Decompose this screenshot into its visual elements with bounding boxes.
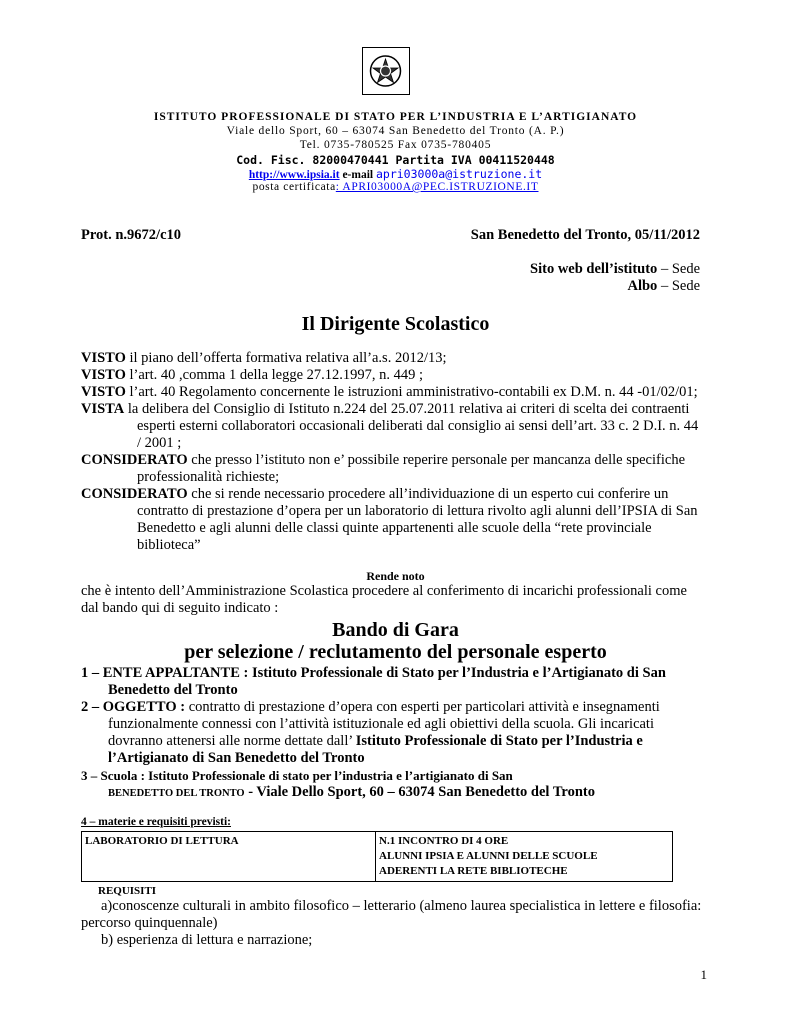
item-ente: 1 – ENTE APPALTANTE : Istituto Professionale di Stato per l’Industria e l’Artigianato di San [81,665,666,681]
item-ente-continuation: Benedetto del Tronto [108,682,238,698]
fiscal-code: Cod. Fisc. 82000470441 Partita IVA 00411520448 [236,153,555,167]
materie-table [81,831,673,882]
recipient-website: Sito web dell’istituto – Sede [530,261,700,277]
requisito-continuation: percorso quinquennale) [81,915,218,931]
institute-phone: Tel. 0735-780525 Fax 0735-780405 [299,139,492,151]
website-link[interactable]: http://www.ipsia.it [248,169,340,181]
item-oggetto: 2 – OGGETTO : contratto di prestazione d’opera con esperti per particolari attività e insegnamenti [81,699,660,715]
considerato-continuation: biblioteca” [137,537,201,553]
protocol-number: Prot. n.9672/c10 [81,227,182,243]
premise-line: VISTO il piano dell’offerta formativa relativa all’a.s. 2012/13; [81,350,447,366]
contact-line [0,167,791,181]
requisiti-label: REQUISITI [98,885,157,897]
requisito-line: a)conoscenze culturali in ambito filosofico – letterario (almeno laurea specialistica in lettere e filosofia: [101,898,702,914]
considerato-continuation: contratto di prestazione d’opera per un laboratorio di lettura rivolto agli alunni dell’IPSIA di San [137,503,698,519]
premise-continuation: esperti esterni collaboratori occasionali deliberati dal consiglio ai sensi dell’art. 33 c. 2 D.I. n. 44 [137,418,699,434]
considerato-continuation: professionalità richieste; [137,469,280,485]
pec-link[interactable]: : APRI03000A@PEC.ISTRUZIONE.IT [335,181,539,193]
rende-noto: Rende noto [366,569,425,583]
pec-line [0,181,791,193]
requisito-line: b) esperienza di lettura e narrazione; [101,932,313,948]
premise-line: VISTA la delibera del Consiglio di Istituto n.224 del 25.07.2011 relativa ai criteri di scelta dei contraenti [81,401,690,417]
table-cell-subject: LABORATORIO DI LETTURA [82,832,376,882]
item-oggetto-continuation: l’Artigianato di San Benedetto del Tronto [108,750,365,766]
item-scuola: 3 – Scuola : Istituto Professionale di stato per l’industria e l’artigianato di San [81,768,513,783]
item-oggetto-continuation: funzionalmente connessi con l’attività istituzionale ed agli obiettivi della scuola. Gli incaricati [108,716,654,732]
recipient-albo: Albo – Sede [627,278,700,294]
premise-line: VISTO l’art. 40 ,comma 1 della legge 27.12.1997, n. 449 ; [81,367,424,383]
institute-name: ISTITUTO PROFESSIONALE DI STATO PER L’INDUSTRIA E L’ARTIGIANATO [153,111,638,123]
considerato-line: CONSIDERATO che si rende necessario procedere all’individuazione di un esperto cui conferire un [81,486,669,502]
table-cell-details: N.1 INCONTRO DI 4 ORE ALUNNI IPSIA E ALUNNI DELLE SCUOLE ADERENTI LA RETE BIBLIOTECHE [376,832,673,882]
pec-label: posta certificata [252,181,336,193]
institute-address: Viale dello Sport, 60 – 63074 San Benedetto del Tronto (A. P.) [226,125,565,137]
item-materie: 4 – materie e requisiti previsti: [81,816,231,828]
item-oggetto-continuation: dovranno attenersi alle norme dettate dall’ Istituto Professionale di Stato per l’Industria e [108,733,643,749]
bando-subtitle: per selezione / reclutamento del personale esperto [184,641,607,663]
place-date: San Benedetto del Tronto, 05/11/2012 [470,227,700,243]
intro-line: dal bando qui di seguito indicato : [81,600,279,616]
bando-title: Bando di Gara [332,619,459,641]
premise-line: VISTO l’art. 40 Regolamento concernente le istruzioni amministrativo-contabili ex D.M. n. 44 -01/02/01; [81,384,698,400]
table-row [82,832,673,882]
page-title: Il Dirigente Scolastico [301,313,490,335]
premise-continuation: / 2001 ; [137,435,182,451]
italian-republic-emblem-icon [362,47,410,95]
considerato-continuation: Benedetto e agli alunni delle classi quinte appartenenti alle scuole della “rete provinciale [137,520,652,536]
page-number: 1 [700,967,707,982]
considerato-line: CONSIDERATO che presso l’istituto non e’ possibile reperire personale per mancanza delle specifiche [81,452,686,468]
email-label: e-mail [342,169,374,181]
item-scuola-continuation: BENEDETTO DEL TRONTO - Viale Dello Sport, 60 – 63074 San Benedetto del Tronto [108,784,595,800]
email-link[interactable]: apri03000a@istruzione.it [375,167,543,181]
intro-line: che è intento dell’Amministrazione Scolastica procedere al conferimento di incarichi professionali come [81,583,687,599]
